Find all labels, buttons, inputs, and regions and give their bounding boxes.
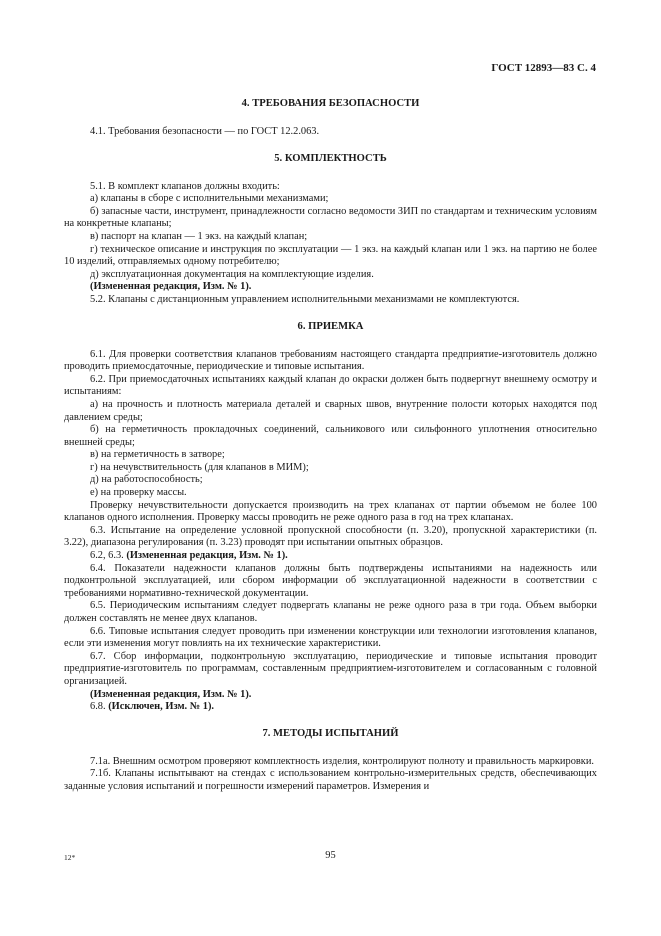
section-test-methods — [64, 727, 597, 794]
paragraph: 6.1. Для проверки соответствия клапанов требованиям настоящего стандарта предприятие-изготовитель должно проводить приемосдаточные, периодические и типовые испытания. — [64, 348, 597, 373]
amendment-note — [64, 689, 597, 702]
amendment-note — [64, 281, 597, 294]
list-item: г) на нечувствительность (для клапанов в МИМ); — [90, 461, 309, 473]
page-number: 95 — [325, 850, 336, 861]
section-title: 5. КОМПЛЕКТНОСТЬ — [274, 152, 387, 164]
amendment-note — [64, 701, 597, 714]
amendment-text: (Измененная редакция, Изм. № 1). — [126, 550, 288, 562]
list-item: е) на проверку массы. — [90, 487, 187, 499]
paragraph: 6.2. При приемосдаточных испытаниях каждый клапан до окраски должен быть подвергнут внешнему осмотру и испытаниям: — [64, 373, 597, 398]
section-safety — [64, 97, 597, 139]
section-completeness — [64, 152, 597, 307]
paragraph: 6.6. Типовые испытания следует проводить при изменении конструкции или технологии изготовления клапанов, если эти изменения могут повлиять на их технические характеристики. — [64, 625, 597, 650]
paragraph: 5.1. В комплект клапанов должны входить: — [90, 180, 280, 192]
list-item: д) на работоспособность; — [90, 474, 203, 486]
section-title: 7. МЕТОДЫ ИСПЫТАНИЙ — [262, 727, 399, 739]
section-title: 6. ПРИЕМКА — [297, 320, 364, 332]
section-acceptance — [64, 320, 597, 714]
paragraph: 7.1б. Клапаны испытывают на стендах с использованием контрольно-измерительных средств, обеспечивающих заданные условия испытаний и погрешности измерений параметров. Измерения и — [64, 768, 597, 792]
list-item: в) на герметичность в затворе; — [90, 449, 225, 461]
clause-ref: 6.8. — [90, 701, 109, 713]
clause-ref: 6.2, 6.3. — [90, 550, 127, 562]
list-item: б) на герметичность прокладочных соединений, сальникового или сильфонного уплотнения относительно внешней среды; — [64, 424, 597, 448]
list-item: а) на прочность и плотность материала деталей и сварных швов, внутренние полости которых находятся под давлением среды; — [64, 398, 597, 423]
document-header: ГОСТ 12893—83 С. 4 — [491, 62, 596, 74]
section-title: 4. ТРЕБОВАНИЯ БЕЗОПАСНОСТИ — [241, 98, 420, 109]
paragraph: Проверку нечувствительности допускается производить на трех клапанах от партии объемом не более 100 клапанов одного исполнения. Проверку массы проводить не реже одного раза в год на трех клапанах. — [64, 499, 597, 524]
paragraph: 7.1а. Внешним осмотром проверяют комплектность изделия, контролируют полноту и правильность маркировки. — [90, 755, 594, 767]
list-item: д) эксплуатационная документация на комплектующие изделия. — [90, 268, 374, 280]
amendment-note — [64, 550, 597, 563]
paragraph: 6.4. Показатели надежности клапанов должны быть подтверждены испытаниями на надежность или подконтрольной эксплуатацией, или сбором информации об эксплуатационной надежности в соответствии с требованиями нормативно-технической документации. — [64, 562, 597, 599]
amendment-text: (Измененная редакция, Изм. № 1). — [90, 281, 252, 293]
list-item: б) запасные части, инструмент, принадлежности согласно ведомости ЗИП по стандартам и техническим условиям на конкретные клапаны; — [64, 205, 597, 230]
paragraph: 4.1. Требования безопасности — по ГОСТ 12.2.063. — [90, 126, 320, 137]
paragraph: 5.2. Клапаны с дистанционным управлением исполнительными механизмами не комплектуются. — [90, 293, 520, 305]
list-item: а) клапаны в сборе с исполнительными механизмами; — [90, 193, 329, 205]
list-item: в) паспорт на клапан — 1 экз. на каждый клапан; — [90, 230, 308, 242]
sheet-mark: 12* — [64, 853, 76, 862]
list-item: г) техническое описание и инструкция по эксплуатации — 1 экз. на каждый клапан или 1 экз. на партию не более 10 изделий, отправляемых одному потребителю; — [64, 243, 597, 268]
amendment-text: (Измененная редакция, Изм. № 1). — [90, 688, 252, 700]
document-body — [64, 97, 597, 794]
amendment-text: (Исключен, Изм. № 1). — [108, 701, 215, 713]
paragraph: 6.5. Периодическим испытаниям следует подвергать клапаны не реже одного раза в три года. Объем выборки должен составлять не менее двух клапанов. — [64, 600, 597, 624]
paragraph: 6.3. Испытание на определение условной пропускной способности (п. 3.20), пропускной характеристики (п. 3.22), диапазона регулирования (п. 3.23) проводят при испытании опытных образцов. — [64, 524, 597, 549]
paragraph: 6.7. Сбор информации, подконтрольную эксплуатацию, периодические и типовые испытания проводит предприятие-изготовитель по программам, составленным предприятием-изготовителем и согласованным с головной организацией. — [64, 650, 597, 687]
